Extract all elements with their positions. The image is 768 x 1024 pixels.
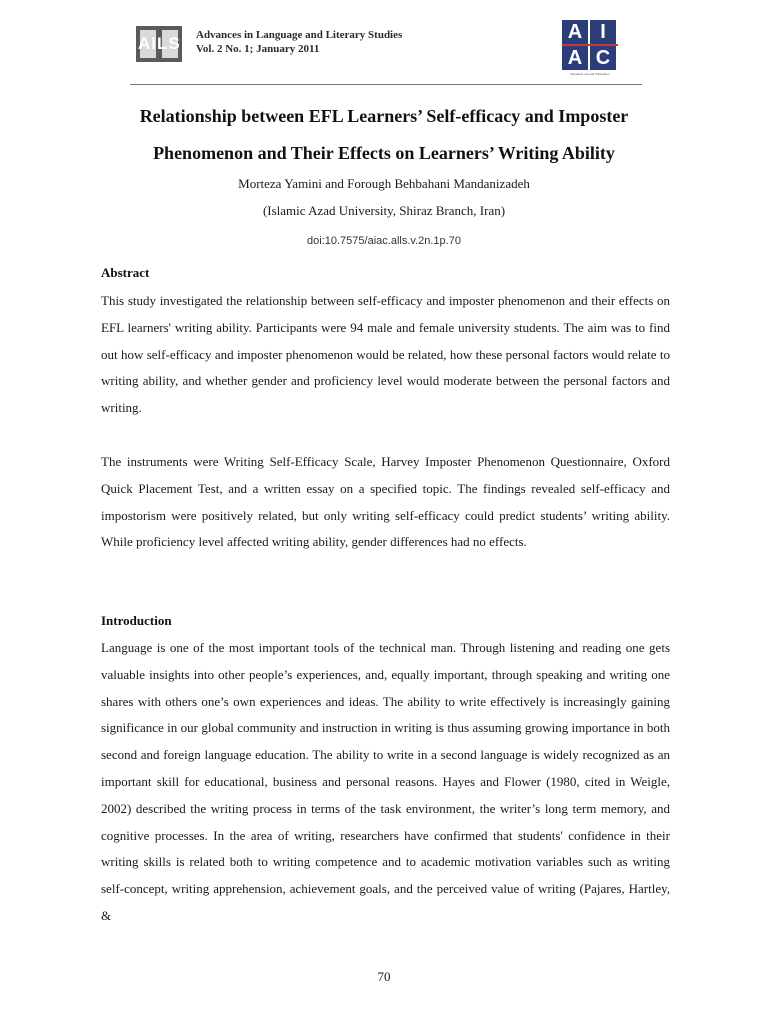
- introduction-heading: Introduction: [101, 613, 172, 628]
- page-number: 70: [377, 969, 391, 984]
- abstract-paragraph: The instruments were Writing Self-Efficacy Scale, Harvey Imposter Phenomenon Questionnaire, Oxford Quick Placement Test, and a written essay on a specified topic. The findings revealed self-efficacy and impostorism were positively related, but only writing self-efficacy could predict students’ writing ability. While proficiency level affected writing ability, gender differences had no effects.: [101, 454, 670, 550]
- paper-title-line-2: Phenomenon and Their Effects on Learners’ Writing Ability: [153, 143, 615, 163]
- publisher-logo-letter: A: [562, 20, 588, 44]
- abstract-heading: Abstract: [101, 265, 150, 280]
- paper-authors: Morteza Yamini and Forough Behbahani Mandanizadeh: [238, 176, 530, 191]
- paper-doi: doi:10.7575/aiac.alls.v.2n.1p.70: [307, 235, 461, 247]
- abstract-paragraph: This study investigated the relationship between self-efficacy and imposter phenomenon and their effects on EFL learners' writing ability. Participants were 94 male and female university students. The aim was to find out how self-efficacy and imposter phenomenon would be related, how these personal factors would relate to writing ability, and whether gender and proficiency level would moderate between the personal factors and writing.: [101, 293, 670, 416]
- publisher-logo-divider: [562, 44, 618, 46]
- publisher-logo-caption: Research Journal Publication: [570, 72, 610, 76]
- journal-name: Advances in Language and Literary Studies: [196, 29, 403, 41]
- journal-logo-text: AlLS: [138, 34, 181, 53]
- introduction-paragraph: Language is one of the most important tools of the technical man. Through listening and reading one gets valuable insights into other people’s experiences, and, equally important, through speaking and writing one shares with others one’s own experiences and ideas. The ability to write effectively is increasingly gaining significance in our global community and instruction in writing is thus assuming growing importance in both second and foreign language education. The ability to write in a second language is widely recognized as an important skill for educational, business and personal reasons. Hayes and Flower (1980, cited in Weigle, 2002) described the writing process in terms of the task environment, the writer’s long term memory, and cognitive processes. In the area of writing, researchers have confirmed that students' confidence in their writing skills is related both to writing competence and to academic motivation variables such as writing self-concept, writing apprehension, achievement goals, and the perceived value of writing (Pajares, Hartley, &: [101, 640, 670, 923]
- journal-logo: [136, 26, 182, 62]
- publisher-logo: [562, 20, 618, 76]
- journal-info: [196, 28, 402, 56]
- publisher-logo-letter: A: [562, 46, 588, 70]
- paper-title-line-1: Relationship between EFL Learners’ Self-efficacy and Imposter: [139, 106, 629, 126]
- journal-header: [130, 0, 642, 85]
- journal-volume: Vol. 2 No. 1; January 2011: [196, 43, 320, 55]
- publisher-logo-letter: C: [590, 46, 616, 70]
- publisher-logo-letter: I: [590, 20, 616, 44]
- author-affiliation: (Islamic Azad University, Shiraz Branch, Iran): [262, 203, 506, 218]
